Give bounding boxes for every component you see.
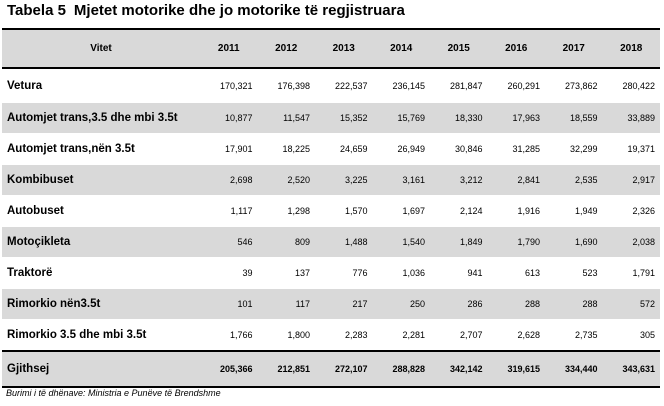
table-cell: 18,559	[545, 103, 603, 134]
table-cell: 18,225	[258, 134, 316, 165]
total-row	[2, 351, 660, 387]
table-cell: 32,299	[545, 134, 603, 165]
total-cell: 212,851	[258, 351, 316, 387]
table-cell: 176,398	[258, 68, 316, 103]
table-cell: 2,628	[488, 320, 546, 352]
row-label: Traktorë	[2, 258, 200, 289]
table-cell: 101	[200, 289, 258, 320]
table-cell: 11,547	[258, 103, 316, 134]
table-cell: 1,298	[258, 196, 316, 227]
year-header: 2014	[373, 29, 431, 68]
table-title	[7, 2, 405, 19]
table-cell: 273,862	[545, 68, 603, 103]
table-cell: 1,117	[200, 196, 258, 227]
table-row	[2, 196, 660, 227]
table-cell: 17,963	[488, 103, 546, 134]
table-cell: 1,916	[488, 196, 546, 227]
table-row	[2, 165, 660, 196]
table-cell: 2,535	[545, 165, 603, 196]
vehicles-table	[2, 28, 660, 388]
row-label: Vetura	[2, 68, 200, 103]
table-cell: 809	[258, 227, 316, 258]
row-label: Kombibuset	[2, 165, 200, 196]
source-note: Burimi i të dhënave: Ministria e Punëve të Brendshme	[6, 388, 221, 398]
table-cell: 30,846	[430, 134, 488, 165]
table-cell: 941	[430, 258, 488, 289]
table-row	[2, 227, 660, 258]
table-cell: 2,698	[200, 165, 258, 196]
table-cell: 3,225	[315, 165, 373, 196]
table-cell: 1,036	[373, 258, 431, 289]
row-label: Autobuset	[2, 196, 200, 227]
table-cell: 1,800	[258, 320, 316, 352]
header-label: Vitet	[2, 29, 200, 68]
table-cell: 280,422	[603, 68, 661, 103]
table-cell: 1,697	[373, 196, 431, 227]
table-cell: 2,326	[603, 196, 661, 227]
table-cell: 117	[258, 289, 316, 320]
year-header: 2011	[200, 29, 258, 68]
row-label: Automjet trans,3.5 dhe mbi 3.5t	[2, 103, 200, 134]
year-header: 2016	[488, 29, 546, 68]
total-cell: 319,615	[488, 351, 546, 387]
table-cell: 1,949	[545, 196, 603, 227]
table-cell: 523	[545, 258, 603, 289]
table-cell: 2,520	[258, 165, 316, 196]
table-cell: 572	[603, 289, 661, 320]
table-cell: 1,488	[315, 227, 373, 258]
table-cell: 2,283	[315, 320, 373, 352]
table-row	[2, 320, 660, 352]
year-header: 2017	[545, 29, 603, 68]
table-cell: 17,901	[200, 134, 258, 165]
table-cell: 236,145	[373, 68, 431, 103]
table-title-text: Mjetet motorike dhe jo motorike të regjistruara	[73, 2, 405, 19]
row-label: Automjet trans,nën 3.5t	[2, 134, 200, 165]
table-cell: 15,352	[315, 103, 373, 134]
table-cell: 39	[200, 258, 258, 289]
table-cell: 1,690	[545, 227, 603, 258]
table-cell: 776	[315, 258, 373, 289]
total-cell: 272,107	[315, 351, 373, 387]
table-row	[2, 289, 660, 320]
table-cell: 217	[315, 289, 373, 320]
table-cell: 10,877	[200, 103, 258, 134]
table-number: Tabela 5	[7, 2, 66, 19]
year-header: 2012	[258, 29, 316, 68]
table-row	[2, 68, 660, 103]
table-cell: 288	[545, 289, 603, 320]
table-cell: 613	[488, 258, 546, 289]
table-cell: 1,790	[488, 227, 546, 258]
table-cell: 222,537	[315, 68, 373, 103]
total-cell: 288,828	[373, 351, 431, 387]
total-cell: 205,366	[200, 351, 258, 387]
total-cell: 343,631	[603, 351, 661, 387]
table-cell: 2,735	[545, 320, 603, 352]
table-row	[2, 103, 660, 134]
table-cell: 19,371	[603, 134, 661, 165]
total-cell: 334,440	[545, 351, 603, 387]
total-label: Gjithsej	[2, 351, 200, 387]
table-cell: 2,124	[430, 196, 488, 227]
table-cell: 2,917	[603, 165, 661, 196]
table-cell: 1,791	[603, 258, 661, 289]
table-row	[2, 134, 660, 165]
table-cell: 2,841	[488, 165, 546, 196]
table-cell: 305	[603, 320, 661, 352]
table-cell: 137	[258, 258, 316, 289]
table-cell: 250	[373, 289, 431, 320]
table-cell: 546	[200, 227, 258, 258]
table-cell: 15,769	[373, 103, 431, 134]
header-row	[2, 29, 660, 68]
table-cell: 2,707	[430, 320, 488, 352]
table-cell: 1,540	[373, 227, 431, 258]
table-cell: 2,281	[373, 320, 431, 352]
table-cell: 1,849	[430, 227, 488, 258]
table-cell: 1,570	[315, 196, 373, 227]
table-cell: 1,766	[200, 320, 258, 352]
row-label: Rimorkio nën3.5t	[2, 289, 200, 320]
year-header: 2013	[315, 29, 373, 68]
table-cell: 33,889	[603, 103, 661, 134]
table-cell: 2,038	[603, 227, 661, 258]
table-cell: 281,847	[430, 68, 488, 103]
total-cell: 342,142	[430, 351, 488, 387]
table-cell: 288	[488, 289, 546, 320]
year-header: 2015	[430, 29, 488, 68]
table-cell: 170,321	[200, 68, 258, 103]
row-label: Motoçikleta	[2, 227, 200, 258]
table-row	[2, 258, 660, 289]
table-cell: 26,949	[373, 134, 431, 165]
table-cell: 18,330	[430, 103, 488, 134]
row-label: Rimorkio 3.5 dhe mbi 3.5t	[2, 320, 200, 352]
table-cell: 3,161	[373, 165, 431, 196]
table-cell: 24,659	[315, 134, 373, 165]
table-cell: 3,212	[430, 165, 488, 196]
table-cell: 31,285	[488, 134, 546, 165]
table-cell: 286	[430, 289, 488, 320]
year-header: 2018	[603, 29, 661, 68]
table-cell: 260,291	[488, 68, 546, 103]
